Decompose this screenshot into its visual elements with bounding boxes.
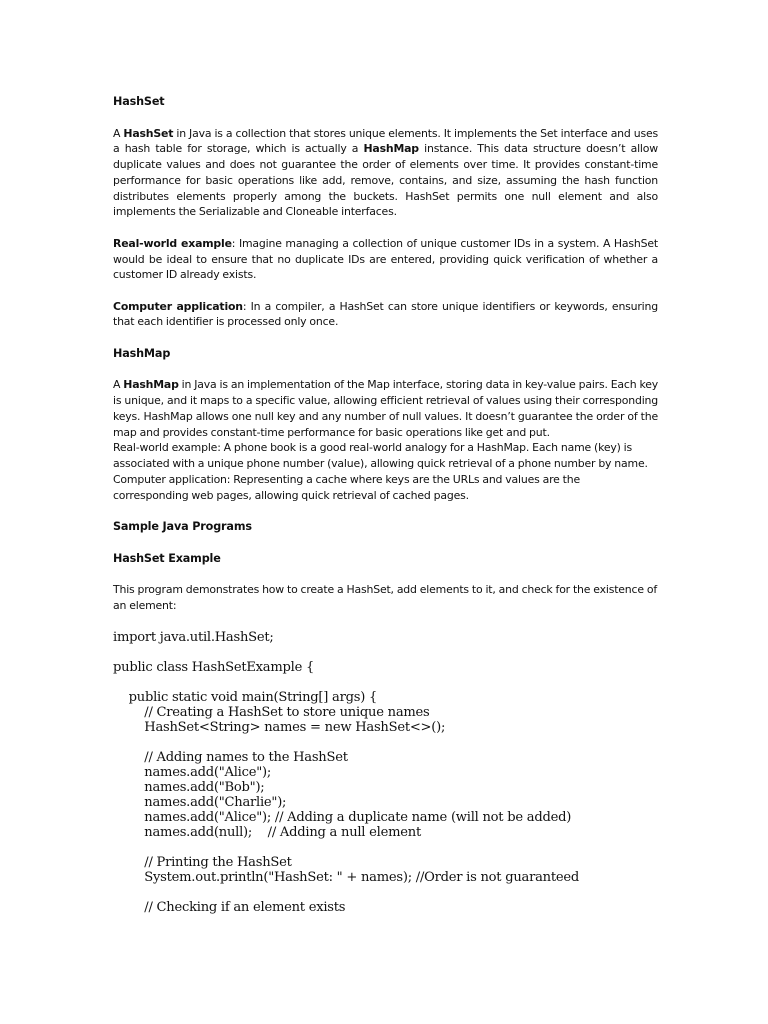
code-line: public static void main(String[] args) {	[113, 689, 378, 705]
code-line: public class HashSetExample {	[113, 659, 315, 675]
code-line: names.add("Bob");	[113, 779, 265, 795]
heading-hashset-example: HashSet Example	[113, 551, 221, 565]
code-line: // Checking if an element exists	[113, 899, 346, 915]
bold-term-hashmap-2: HashMap	[123, 378, 179, 392]
code-line: import java.util.HashSet;	[113, 629, 274, 645]
code-line: // Printing the HashSet	[113, 854, 292, 870]
code-line	[113, 645, 658, 660]
paragraph-hashmap-realworld: Real-world example: A phone book is a good real-world analogy for a HashMap. Each name (key) is associated with a unique phone number (value), allowing quick retrieval of a phone number by name.	[113, 441, 648, 471]
paragraph-hashmap-intro: A HashMap in Java is an implementation of the Map interface, storing data in key-value pairs. Each key is unique, and it maps to a specific value, allowing efficient retrieval of values using their corresponding keys. HashMap allows one null key and any number of null values. It doesn’t guarantee the order of the map and provides constant-time performance for basic operations like get and put.	[113, 378, 658, 439]
code-line: System.out.println("HashSet: " + names); //Order is not guaranteed	[113, 869, 579, 885]
code-line: names.add(null); // Adding a null element	[113, 824, 421, 840]
code-line	[113, 840, 658, 855]
code-line: // Adding names to the HashSet	[113, 749, 348, 765]
heading-hashmap: HashMap	[113, 346, 171, 360]
bold-term-hashset: HashSet	[123, 126, 174, 140]
label-computer-application: Computer application	[113, 299, 243, 313]
code-line	[113, 675, 658, 690]
heading-hashset: HashSet	[113, 95, 165, 108]
paragraph-hashset-computer: Computer application: In a compiler, a HashSet can store unique identifiers or keywords, ensuring that each identifier is processed only once.	[113, 299, 658, 329]
paragraph-hashmap-computer: Computer application: Representing a cache where keys are the URLs and values are the corresponding web pages, allowing quick retrieval of cached pages.	[113, 473, 580, 502]
code-line: // Creating a HashSet to store unique names	[113, 704, 430, 720]
code-line	[113, 885, 658, 900]
code-block	[113, 630, 658, 915]
code-line: names.add("Alice");	[113, 764, 271, 780]
heading-sample-programs: Sample Java Programs	[113, 520, 252, 534]
paragraph-hashset-realworld: Real-world example: Imagine managing a collection of unique customer IDs in a system. A HashSet would be ideal to ensure that no duplicate IDs are entered, providing quick verification of whether a customer ID already exists.	[113, 236, 658, 282]
code-line: HashSet<String> names = new HashSet<>();	[113, 719, 446, 735]
document-page	[113, 94, 658, 915]
code-line: names.add("Charlie");	[113, 794, 287, 810]
code-line: names.add("Alice"); // Adding a duplicate name (will not be added)	[113, 809, 572, 825]
code-line	[113, 735, 658, 750]
paragraph-example-intro: This program demonstrates how to create a HashSet, add elements to it, and check for the existence of an element:	[113, 583, 657, 612]
label-realworld-example: Real-world example	[113, 236, 232, 250]
paragraph-hashset-intro: A HashSet in Java is a collection that stores unique elements. It implements the Set interface and uses a hash table for storage, which is actually a HashMap instance. This data structure doesn’t allow duplicate values and does not guarantee the order of elements over time. It provides constant-time performance for basic operations like add, remove, contains, and size, assuming the hash function distributes elements properly among the buckets. HashSet permits one null element and also implements the Serializable and Cloneable interfaces.	[113, 126, 658, 219]
bold-term-hashmap: HashMap	[363, 142, 419, 156]
